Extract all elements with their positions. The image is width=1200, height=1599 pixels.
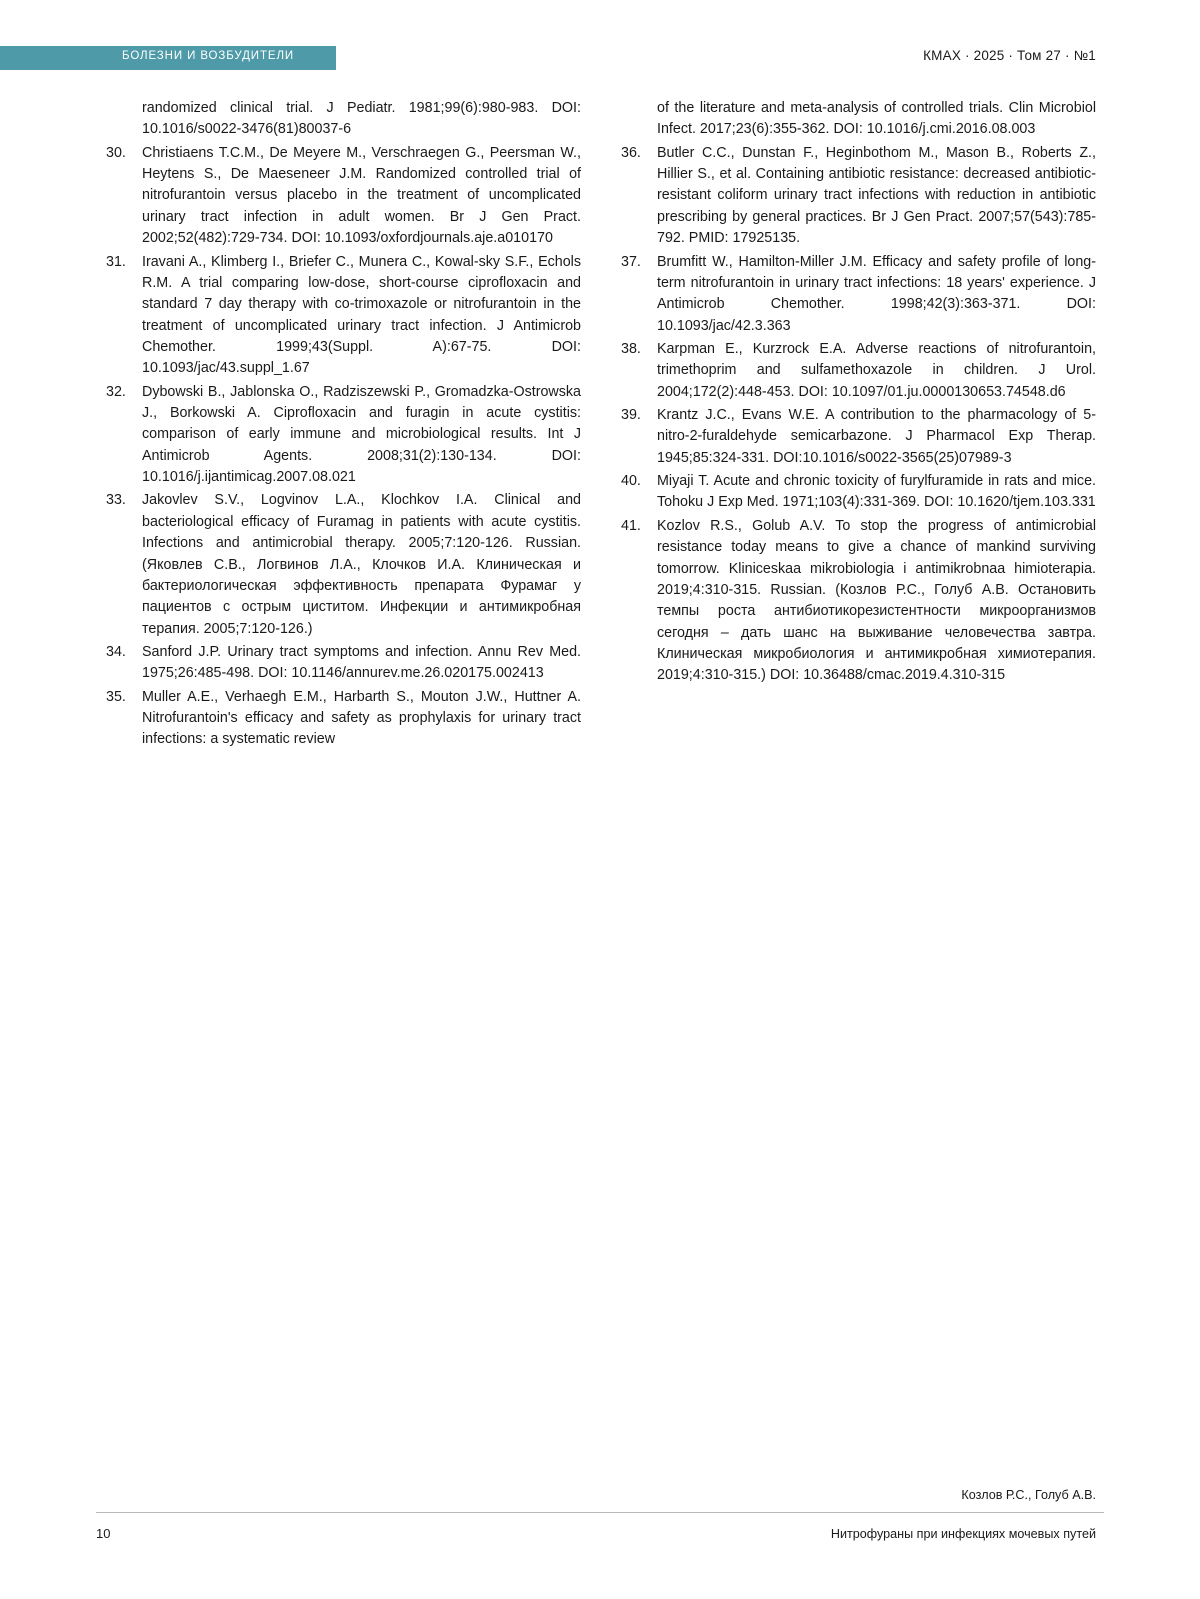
- reference-entry: [104, 252, 581, 380]
- reference-number: 34.: [106, 643, 126, 660]
- footer-divider: [96, 1512, 1104, 1513]
- reference-number: 36.: [621, 144, 641, 161]
- reference-number: 30.: [106, 144, 126, 161]
- reference-text: Brumfitt W., Hamilton-Miller J.M. Efficacy and safety profile of long-term nitrofurantoin in urinary tract infections: 18 years' experience. J Antimicrob Chemother. 1998;42(3):363-371. DOI: 10.1093/jac/42.3.363: [657, 253, 1096, 334]
- references-columns: [104, 98, 1096, 753]
- reference-text: Muller A.E., Verhaegh E.M., Harbarth S., Mouton J.W., Huttner A. Nitrofurantoin's efficacy and safety as prophylaxis for urinary tract infections: a systematic review: [142, 688, 581, 748]
- journal-issue-line: КМАХ · 2025 · Том 27 · №1: [923, 48, 1096, 63]
- reference-number: 37.: [621, 253, 641, 270]
- reference-entry: [104, 642, 581, 685]
- reference-text: Dybowski B., Jablonska O., Radziszewski P., Gromadzka-Ostrowska J., Borkowski A. Ciprofloxacin and furagin in acute cystitis: comparison of early immune and microbiological results. Int J Antimicrob Agents. 2008;31(2):130-134. DOI: 10.1016/j.ijantimicag.2007.08.021: [142, 383, 581, 486]
- reference-number: 40.: [621, 473, 641, 490]
- reference-number: 31.: [106, 253, 126, 270]
- page-number: 10: [96, 1526, 111, 1541]
- reference-text: Miyaji T. Acute and chronic toxicity of furylfuramide in rats and mice. Tohoku J Exp Med. 1971;103(4):331-369. DOI: 10.1620/tjem.103.331: [657, 473, 1096, 511]
- reference-text: of the literature and meta-analysis of controlled trials. Clin Microbiol Infect. 2017;23(6):355-362. DOI: 10.1016/j.cmi.2016.08.003: [657, 100, 1096, 138]
- reference-entry: [104, 490, 581, 640]
- reference-entry: [619, 471, 1096, 514]
- reference-text: Butler C.C., Dunstan F., Heginbothom M., Mason B., Roberts Z., Hillier S., et al. Containing antibiotic resistance: decreased antibiotic-resistant coliform urinary tract infections with reduction in antibiotic prescribing by general practices. Br J Gen Pract. 2007;57(543):785-792. PMID: 17925135.: [657, 144, 1096, 247]
- reference-number: 38.: [621, 340, 641, 357]
- reference-text: Jakovlev S.V., Logvinov L.A., Klochkov I.A. Clinical and bacteriological efficacy of Furamag in patients with acute cystitis. Infections and antimicrobial therapy. 2005;7:120-126. Russian. (Яковлев С.В., Логвинов Л.А., Клочков И.А. Клиническая и бактериологическая эффективность препарата Фурамаг у пациентов с острым циститом. Инфекции и антимикробная терапия. 2005;7:120-126.): [142, 492, 581, 637]
- footer-authors: Козлов Р.С., Голуб А.В.: [961, 1488, 1096, 1502]
- reference-entry: [104, 687, 581, 751]
- reference-text: Sanford J.P. Urinary tract symptoms and infection. Annu Rev Med. 1975;26:485-498. DOI: 10.1146/annurev.me.26.020175.002413: [142, 643, 581, 682]
- reference-entry: [619, 252, 1096, 337]
- reference-entry: [619, 143, 1096, 250]
- footer-article-title: Нитрофураны при инфекциях мочевых путей: [830, 1527, 1096, 1541]
- reference-number: 35.: [106, 688, 126, 705]
- reference-number: 33.: [106, 492, 126, 509]
- reference-text: Karpman E., Kurzrock E.A. Adverse reactions of nitrofurantoin, trimethoprim and sulfamethoxazole in children. J Urol. 2004;172(2):448-453. DOI: 10.1097/01.ju.0000130653.74548.d6: [657, 340, 1096, 400]
- reference-entry: [104, 98, 581, 141]
- right-column: [619, 98, 1096, 753]
- reference-entry: [619, 98, 1096, 141]
- reference-number: 39.: [621, 407, 641, 424]
- page-header: [0, 46, 1200, 72]
- section-label: БОЛЕЗНИ И ВОЗБУДИТЕЛИ: [122, 50, 295, 62]
- reference-text: Kozlov R.S., Golub A.V. To stop the progress of antimicrobial resistance today means to give a chance of mankind surviving tomorrow. Kliniceskaa mikrobiologia i antimikrobnaa himioterapia. 2019;4:310-315. Russian. (Козлов Р.С., Голуб А.В. Остановить темпы роста антибиотикорезистентности микроорганизмов сегодня – дать шанс на выживание человечества завтра. Клиническая микробиология и антимикробная химиотерапия. 2019;4:310-315.) DOI: 10.36488/cmac.2019.4.310-315: [657, 517, 1096, 684]
- left-column: [104, 98, 581, 753]
- reference-entry: [104, 382, 581, 489]
- reference-number: 41.: [621, 517, 641, 534]
- reference-text: Krantz J.C., Evans W.E. A contribution to the pharmacology of 5-nitro-2-furaldehyde semicarbazone. J Pharmacol Exp Therap. 1945;85:324-331. DOI:10.1016/s0022-3565(25)07989-3: [657, 407, 1096, 466]
- reference-entry: [619, 405, 1096, 469]
- reference-text: Christiaens T.C.M., De Meyere M., Verschraegen G., Peersman W., Heytens S., De Maeseneer J.M. Randomized controlled trial of nitrofurantoin versus placebo in the treatment of uncomplicated urinary tract infection in adult women. Br J Gen Pract. 2002;52(482):729-734. DOI: 10.1093/oxfordjournals.aje.a010170: [142, 144, 581, 247]
- reference-entry: [619, 339, 1096, 403]
- reference-text: Iravani A., Klimberg I., Briefer C., Munera C., Kowal-sky S.F., Echols R.M. A trial comparing low-dose, short-course ciprofloxacin and standard 7 day therapy with co-trimoxazole or nitrofurantoin in the treatment of uncomplicated urinary tract infection. J Antimicrob Chemother. 1999;43(Suppl. A):67-75. DOI: 10.1093/jac/43.suppl_1.67: [142, 253, 581, 377]
- reference-entry: [104, 143, 581, 250]
- reference-number: 32.: [106, 383, 126, 400]
- reference-entry: [619, 516, 1096, 687]
- reference-text: randomized clinical trial. J Pediatr. 1981;99(6):980-983. DOI: 10.1016/s0022-3476(81)80037-6: [142, 100, 581, 138]
